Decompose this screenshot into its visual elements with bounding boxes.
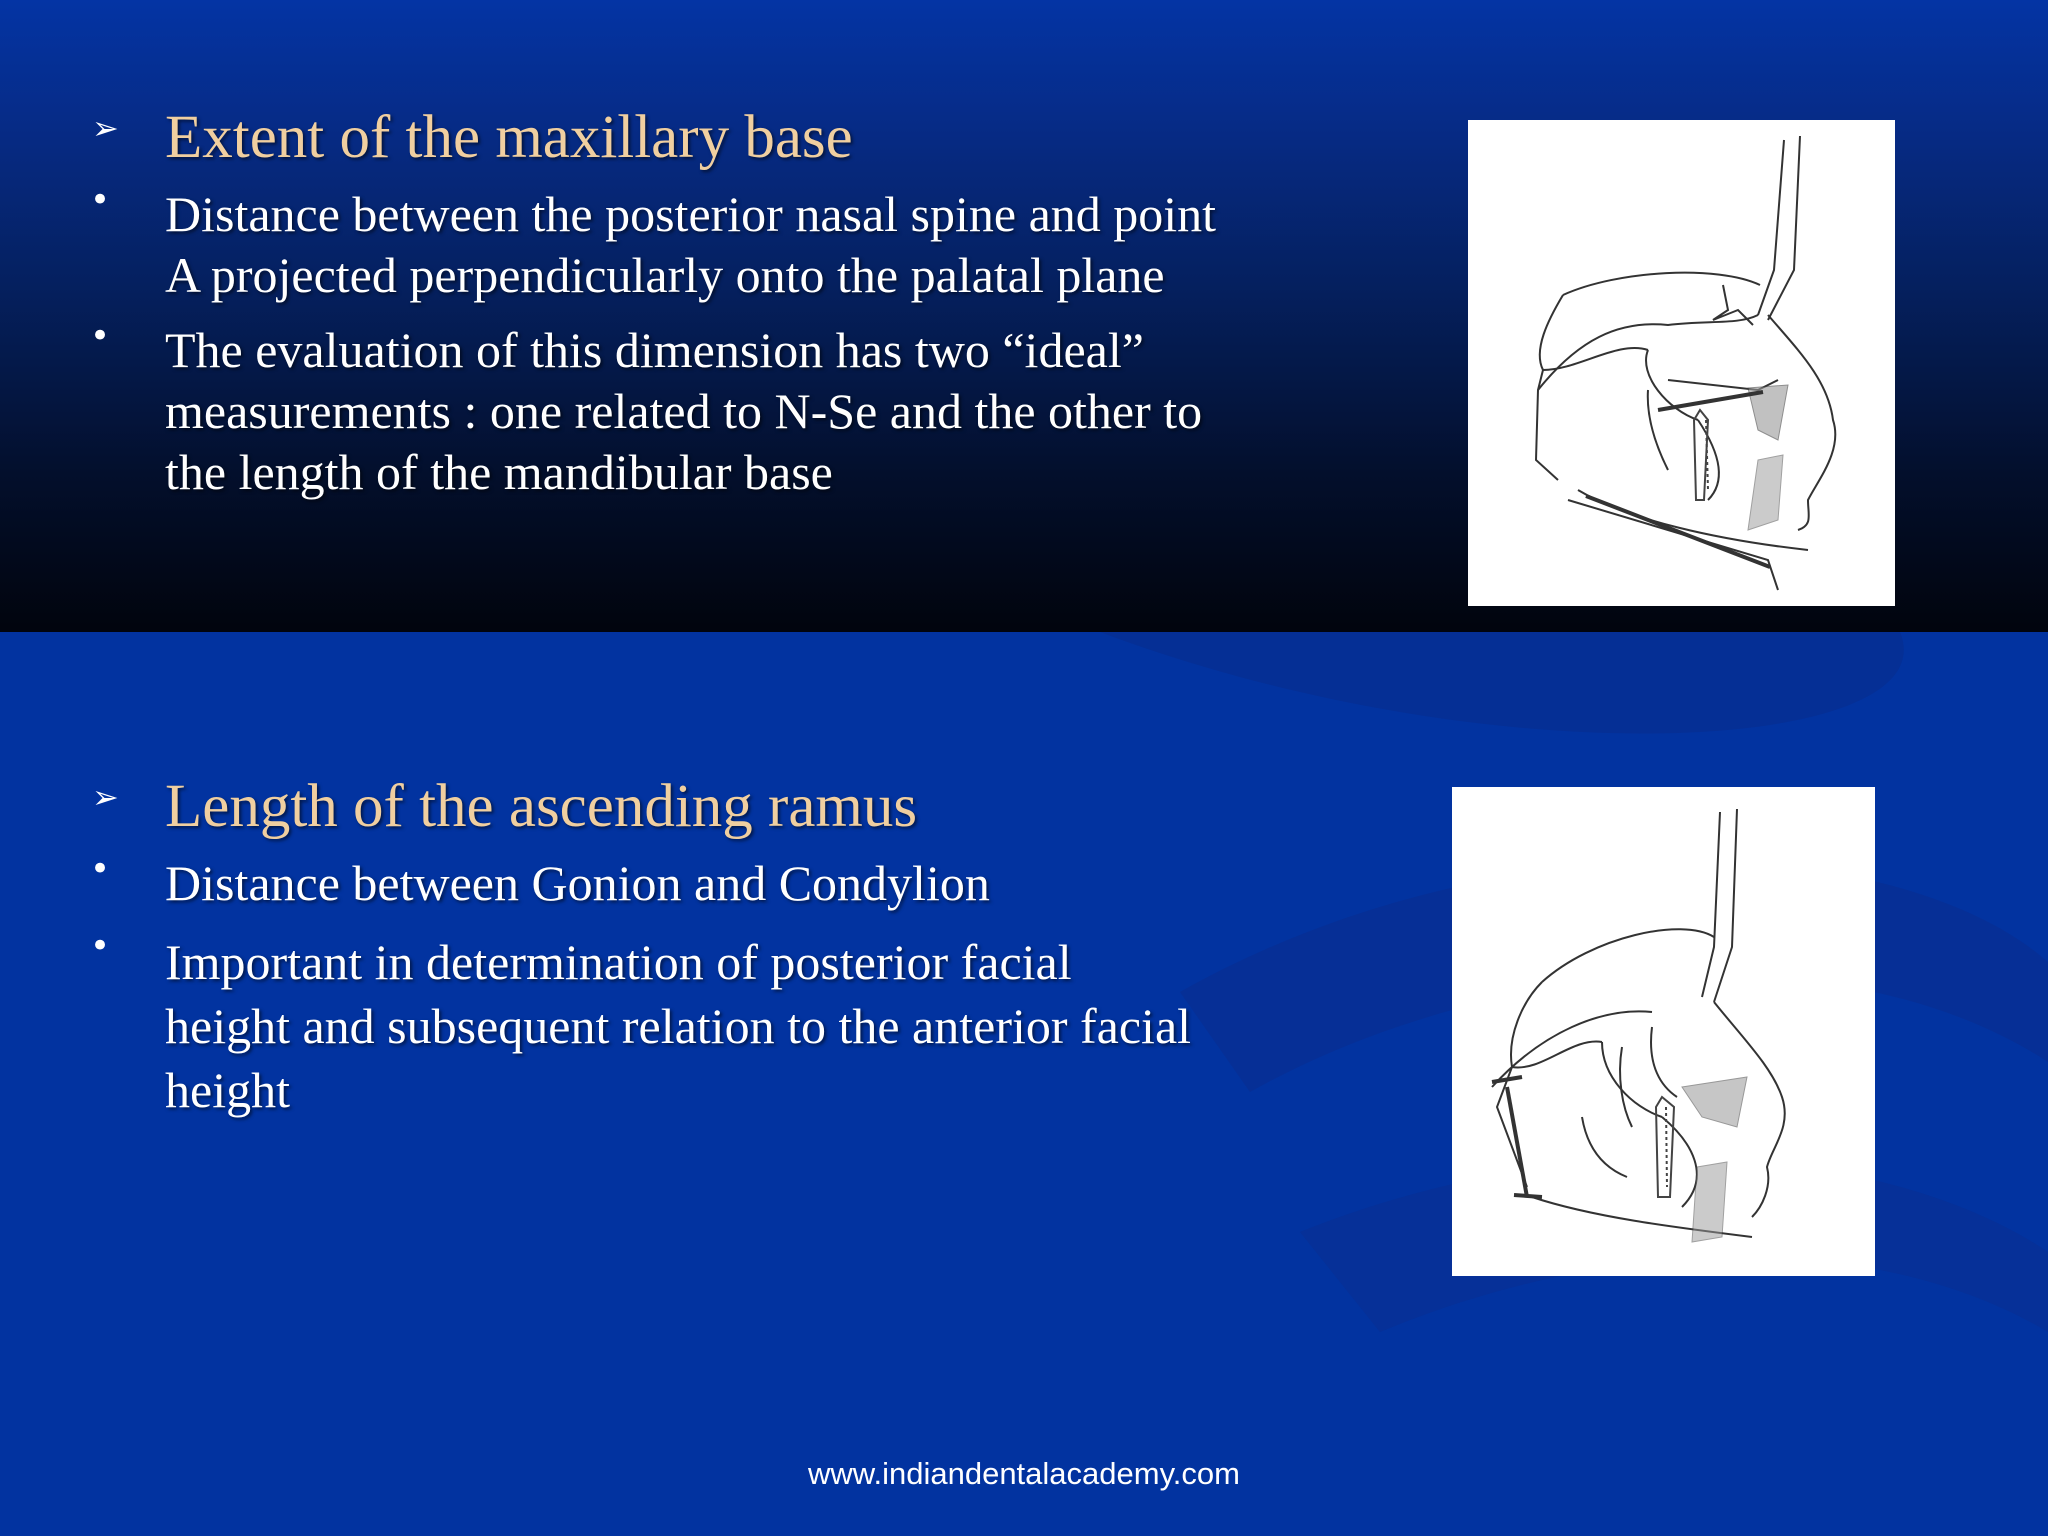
arrowhead-bullet-icon: ➢	[92, 778, 119, 816]
heading-ascending-ramus: Length of the ascending ramus	[165, 773, 918, 840]
footer-url[interactable]: www.indiandentalacademy.com	[808, 1456, 1240, 1491]
cephalometric-tracing-figure-2	[1452, 787, 1875, 1276]
dot-bullet-icon: •	[90, 180, 111, 220]
bullet-text: Distance between the posterior nasal spine and point A projected perpendicularly onto the palatal plane	[165, 186, 1217, 303]
arrowhead-bullet-icon: ➢	[92, 109, 119, 147]
skull-tracing-drawing	[1452, 787, 1875, 1276]
bullet-text: Important in determination of posterior facial height and subsequent relation to the anterior facial height	[165, 934, 1192, 1118]
bullet-text: Distance between Gonion and Condylion	[165, 855, 990, 911]
section-ascending-ramus	[0, 772, 1300, 1122]
dot-bullet-icon: •	[90, 316, 111, 356]
dot-bullet-icon: •	[90, 849, 111, 889]
bullet-text: The evaluation of this dimension has two “ideal” measurements : one related to N-Se and the other to the length of the mandibular base	[165, 322, 1203, 500]
dot-bullet-icon: •	[90, 926, 111, 966]
cephalometric-tracing-figure-1	[1468, 120, 1895, 606]
section-maxillary-base	[0, 103, 1300, 503]
skull-tracing-drawing	[1468, 120, 1895, 606]
heading-maxillary-base: Extent of the maxillary base	[165, 104, 853, 171]
